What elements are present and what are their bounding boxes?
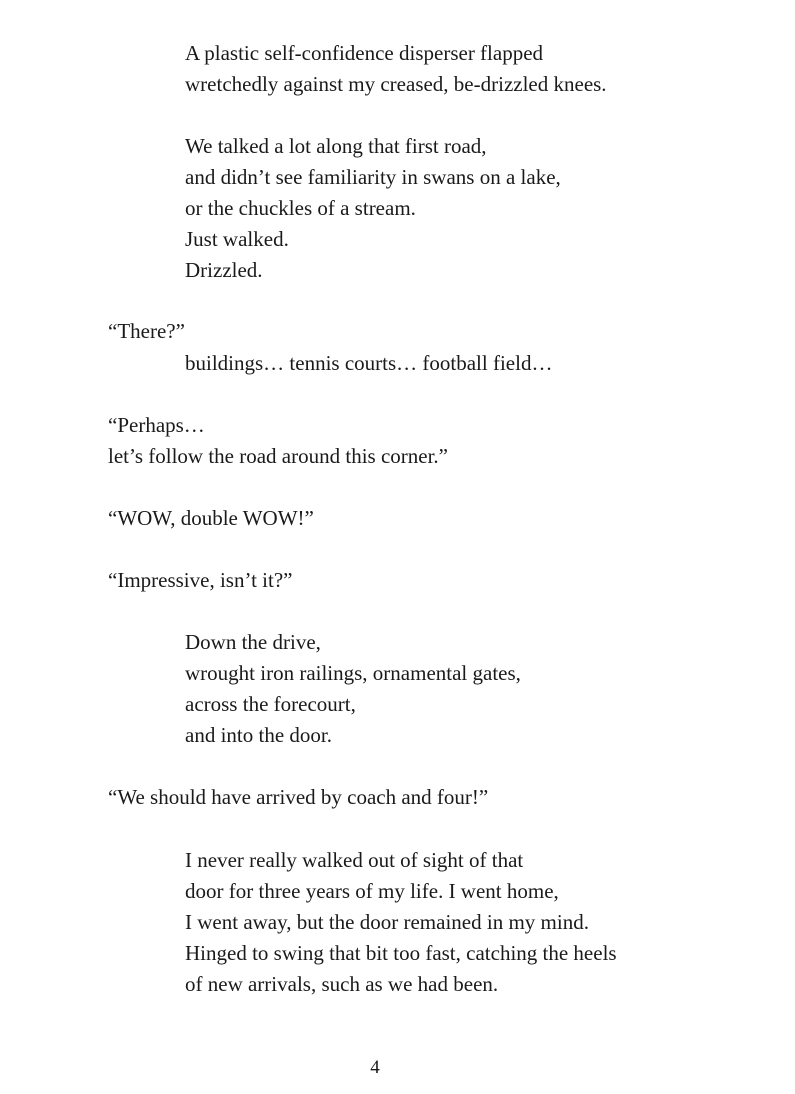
stanza-9 xyxy=(108,782,488,813)
stanza-2 xyxy=(185,131,561,286)
stanza-8 xyxy=(185,627,521,751)
text-line: wrought iron railings, ornamental gates, xyxy=(185,661,521,685)
stanza-3 xyxy=(108,316,185,347)
text-line: Hinged to swing that bit too fast, catching the heels xyxy=(185,941,617,965)
stanza-4 xyxy=(185,348,552,379)
dialogue-line: “Impressive, isn’t it?” xyxy=(108,568,293,592)
page-number: 4 xyxy=(370,1057,380,1078)
text-line: I went away, but the door remained in my mind. xyxy=(185,910,589,934)
text-line: or the chuckles of a stream. xyxy=(185,196,416,220)
dialogue-line: let’s follow the road around this corner.” xyxy=(108,444,448,468)
text-line: We talked a lot along that first road, xyxy=(185,134,487,158)
text-line: door for three years of my life. I went home, xyxy=(185,879,559,903)
text-line: and into the door. xyxy=(185,723,332,747)
dialogue-line: “WOW, double WOW!” xyxy=(108,506,314,530)
dialogue-line: “We should have arrived by coach and four!” xyxy=(108,785,489,809)
text-line: and didn’t see familiarity in swans on a lake, xyxy=(185,165,561,189)
text-line: I never really walked out of sight of that xyxy=(185,848,524,872)
dialogue-line: “Perhaps… xyxy=(108,413,205,437)
text-line: across the forecourt, xyxy=(185,692,356,716)
text-line: Down the drive, xyxy=(185,630,321,654)
stanza-6 xyxy=(108,503,314,534)
stanza-5 xyxy=(108,410,448,472)
stanza-1 xyxy=(185,38,607,100)
text-line: Drizzled. xyxy=(185,258,263,282)
text-line: buildings… tennis courts… football field… xyxy=(185,351,553,375)
text-line: Just walked. xyxy=(185,227,289,251)
text-line: A plastic self-confidence disperser flapped xyxy=(185,41,544,65)
text-line: wretchedly against my creased, be-drizzled knees. xyxy=(185,72,607,96)
text-line: of new arrivals, such as we had been. xyxy=(185,972,499,996)
dialogue-line: “There?” xyxy=(108,319,185,343)
stanza-10 xyxy=(185,845,617,1000)
stanza-7 xyxy=(108,565,292,596)
